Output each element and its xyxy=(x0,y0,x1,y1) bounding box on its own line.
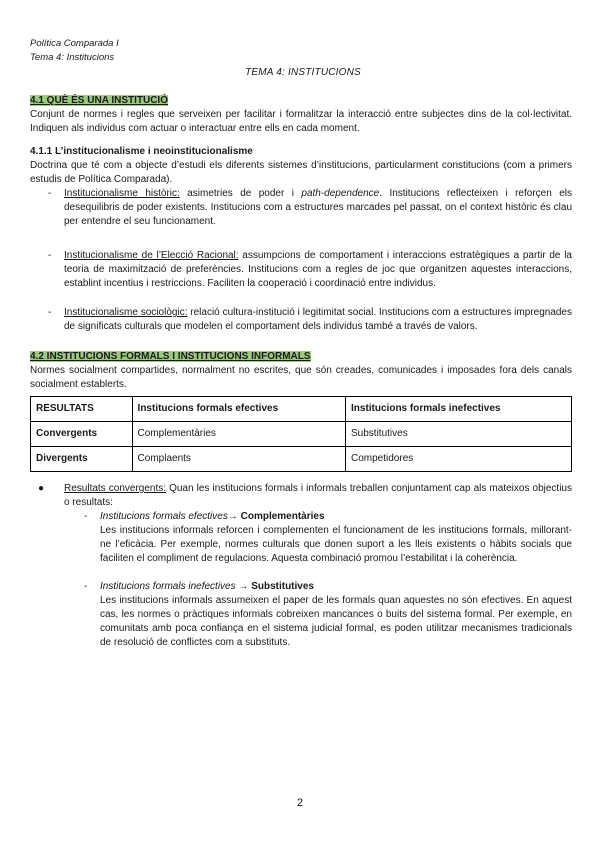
item-label: Institucionalisme sociològic: xyxy=(64,307,188,318)
sub-item-term: Complementàries xyxy=(240,511,325,522)
table-header-cell: Institucions formals efectives xyxy=(132,397,345,422)
dash-marker: - xyxy=(48,307,52,318)
section-4-1-heading-text: 4.1 QUÈ ÉS UNA INSTITUCIÓ xyxy=(30,95,168,106)
section-4-1-1-text: Doctrina que té com a objecte d’estudi els diferents sistemes d’institucions, particularment constitucions (com a primers estudis de Política Comparada). xyxy=(30,160,572,185)
sub-item-complementary-body: Les institucions informals reforcen i complementen el funcionament de les institucions formals, millorant-ne l’eficàcia. Per exemple, normes culturals que donen suport a les lleis existents o hàbits socials que faciliten el compliment de regulacions. Aquesta combinació promou l’estabilitat i la coherència. xyxy=(100,525,572,564)
list-item-historic xyxy=(30,187,572,229)
item-label: Institucionalisme històric: xyxy=(64,188,180,199)
table-row xyxy=(31,447,572,472)
sub-item-lead: Institucions formals efectives xyxy=(100,511,228,522)
table-cell: Complementàries xyxy=(132,422,345,447)
item-text: relació cultura-institució i legitimitat social. Institucions com a estructures impregnades de significats culturals que modelen el comportament dels individus també a través de valors. xyxy=(64,307,572,332)
table-row xyxy=(31,422,572,447)
section-4-1-heading xyxy=(30,94,572,108)
list-item-rational-choice xyxy=(30,249,572,291)
section-4-2-text: Normes socialment compartides, normalment no escrites, que són creades, comunicades i imposades fora dels canals socialment establerts. xyxy=(30,365,572,390)
table-cell: Competidores xyxy=(346,447,572,472)
header-course: Política Comparada I xyxy=(30,38,119,49)
bullet-text: Quan les institucions formals i informals treballen conjuntament cap als mateixos objectius o resultats: xyxy=(64,483,572,508)
header-topic: Tema 4: Institucions xyxy=(30,52,115,63)
table-cell: Divergents xyxy=(31,447,133,472)
bullet-label: Resultats convergents: xyxy=(64,483,167,494)
sub-item-substitutive-body: Les institucions informals assumeixen el paper de les formals quan aquestes no són efectives. En aquest cas, les normes o pràctiques informals cobreixen mancances o buits del sistema formal. Per exemple, en comunitats amb poca confiança en el sistema judicial formal, es poden utilitzar mecanismes tradicionals de resolució de conflictes com a substituts. xyxy=(100,595,572,648)
section-4-2-heading xyxy=(30,350,572,364)
item-text-post: . Institucions reflecteixen i reforçen els desequilibris de poder existents. Institucions com a estructures marcades pel passat, on el context històric és clau per entendre el seu funcionament. xyxy=(64,188,572,227)
item-text-pre: asimetries de poder i xyxy=(179,188,302,199)
sub-item-arrow: → xyxy=(235,581,252,592)
section-4-2-heading-text: 4.2 INSTITUCIONS FORMALS I INSTITUCIONS INFORMALS xyxy=(30,351,311,362)
sub-item-arrow: → xyxy=(227,511,241,522)
table-header-cell: Institucions formals inefectives xyxy=(346,397,572,422)
sub-item-term: Substitutives xyxy=(251,581,314,592)
sub-item-lead: Institucions formals inefectives xyxy=(100,581,236,592)
item-label: Institucionalisme de l’Elecció Racional: xyxy=(64,250,239,261)
section-4-1-1-heading: 4.1.1 L’institucionalisme i neoinstitucionalisme xyxy=(30,146,253,157)
dash-marker: - xyxy=(48,250,52,261)
dash-marker: - xyxy=(84,581,88,592)
item-text-em: path-dependence xyxy=(301,188,380,199)
section-4-1-text: Conjunt de normes i regles que serveixen per facilitar i formalitzar la interacció entre subjectes dins de la col·lectivitat. Indiquen als individus com actuar o interactuar entre ells en cada moment. xyxy=(30,109,572,134)
list-item-sociological xyxy=(30,306,572,334)
item-text: assumpcions de comportament i interaccions estratègiques a partir de la teoria de maximització de preferències. Institucions com a regles de joc que organitzen aquestes interaccions, establint incentius i restriccions. Faciliten la cooperació i coordinació entre individus. xyxy=(64,250,572,289)
doc-title xyxy=(0,67,600,78)
table-header-row xyxy=(31,397,572,422)
content xyxy=(30,94,572,650)
sub-item-complementary xyxy=(30,510,572,524)
dash-marker: - xyxy=(84,511,88,522)
bullet-convergent xyxy=(30,482,572,510)
bullet-marker: ● xyxy=(38,483,45,494)
page-number: 2 xyxy=(296,797,304,809)
doc-title-text: TEMA 4: INSTITUCIONS xyxy=(245,67,361,78)
table-header-cell: RESULTATS xyxy=(31,397,133,422)
dash-marker: - xyxy=(48,188,52,199)
results-table xyxy=(30,396,572,472)
table-cell: Complaents xyxy=(132,447,345,472)
table-cell: Substitutives xyxy=(346,422,572,447)
table-cell: Convergents xyxy=(31,422,133,447)
sub-item-substitutive xyxy=(30,580,572,594)
